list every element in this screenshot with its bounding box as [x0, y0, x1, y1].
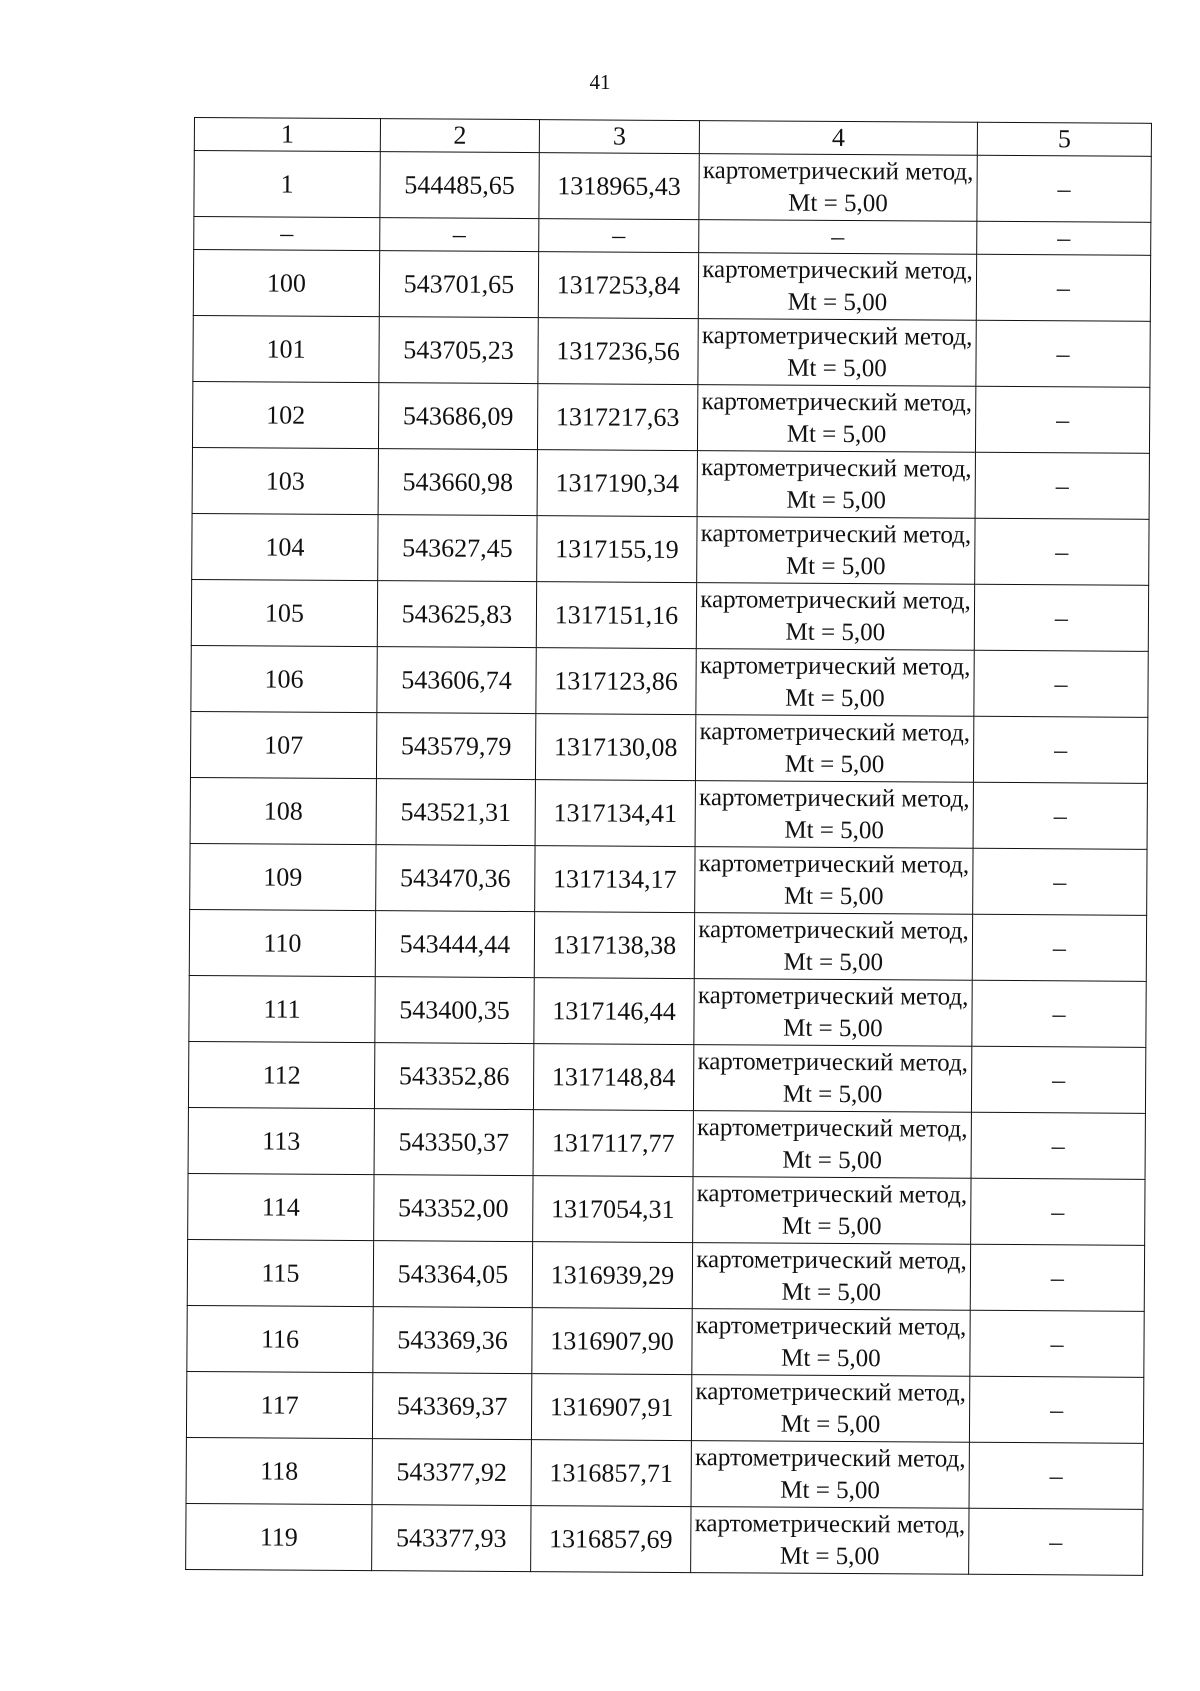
description-cell: – — [973, 782, 1147, 849]
point-number-cell: 112 — [188, 1041, 374, 1108]
point-number-cell: 111 — [189, 975, 375, 1042]
x-coordinate-cell: 543364,05 — [373, 1241, 532, 1308]
method-cell: картометрический метод, Mt = 5,00 — [693, 1045, 971, 1113]
header-cell: 2 — [380, 119, 539, 153]
y-coordinate-cell: 1317138,38 — [534, 912, 694, 979]
point-number-cell: 103 — [192, 447, 378, 514]
y-coordinate-cell: 1317253,84 — [538, 252, 698, 319]
dash-cell: – — [380, 218, 539, 252]
method-cell: картометрический метод, Mt = 5,00 — [695, 847, 973, 915]
x-coordinate-cell: 543579,79 — [376, 713, 535, 780]
x-coordinate-cell: 543627,45 — [378, 515, 537, 582]
x-coordinate-cell: 543369,36 — [373, 1307, 532, 1374]
method-cell: картометрический метод, Mt = 5,00 — [695, 781, 973, 849]
method-cell: картометрический метод, Mt = 5,00 — [696, 583, 974, 651]
description-cell: – — [973, 848, 1147, 915]
y-coordinate-cell: 1317130,08 — [535, 714, 695, 781]
table-row — [186, 1371, 1143, 1443]
x-coordinate-cell: 543352,86 — [374, 1043, 533, 1110]
header-cell: 1 — [194, 118, 380, 152]
y-coordinate-cell: 1317217,63 — [537, 384, 697, 451]
method-cell: картометрический метод, Mt = 5,00 — [691, 1441, 969, 1509]
point-number-cell: 119 — [186, 1503, 372, 1570]
table-row — [191, 579, 1148, 651]
method-cell: картометрический метод, Mt = 5,00 — [691, 1507, 969, 1575]
y-coordinate-cell: 1316907,90 — [532, 1308, 692, 1375]
table-row — [194, 151, 1151, 223]
table-row — [192, 381, 1149, 453]
method-cell: картометрический метод, Mt = 5,00 — [691, 1375, 969, 1443]
x-coordinate-cell: 543705,23 — [379, 317, 538, 384]
dash-cell: – — [539, 219, 699, 253]
table-row — [190, 777, 1147, 849]
x-coordinate-cell: 543350,37 — [374, 1109, 533, 1176]
point-number-cell: 109 — [190, 843, 376, 910]
x-coordinate-cell: 543369,37 — [372, 1373, 531, 1440]
x-coordinate-cell: 543470,36 — [376, 845, 535, 912]
point-number-cell: 101 — [193, 315, 379, 382]
point-number-cell: 108 — [190, 777, 376, 844]
description-cell: – — [975, 518, 1149, 585]
table-row — [191, 645, 1148, 717]
y-coordinate-cell: 1316857,69 — [531, 1506, 691, 1573]
method-cell: картометрический метод, Mt = 5,00 — [693, 1177, 971, 1245]
method-cell: картометрический метод, Mt = 5,00 — [697, 517, 975, 585]
x-coordinate-cell: 543377,93 — [372, 1505, 531, 1572]
y-coordinate-cell: 1317146,44 — [534, 978, 694, 1045]
description-cell: – — [971, 1112, 1145, 1179]
point-number-cell: 102 — [192, 381, 378, 448]
x-coordinate-cell: 543660,98 — [378, 449, 537, 516]
description-cell: – — [976, 254, 1150, 321]
y-coordinate-cell: 1317155,19 — [537, 516, 697, 583]
x-coordinate-cell: 543606,74 — [377, 647, 536, 714]
point-number-cell: 113 — [188, 1107, 374, 1174]
table-body — [186, 118, 1152, 1576]
x-coordinate-cell: 543625,83 — [377, 581, 536, 648]
point-number-cell: 104 — [192, 513, 378, 580]
x-coordinate-cell: 544485,65 — [380, 152, 539, 219]
method-cell: картометрический метод, Mt = 5,00 — [699, 154, 977, 222]
y-coordinate-cell: 1317148,84 — [533, 1044, 693, 1111]
table-row — [190, 843, 1147, 915]
y-coordinate-cell: 1316857,71 — [531, 1440, 691, 1507]
method-cell: картометрический метод, Mt = 5,00 — [694, 913, 972, 981]
y-coordinate-cell: 1317190,34 — [537, 450, 697, 517]
description-cell: – — [976, 320, 1150, 387]
y-coordinate-cell: 1317054,31 — [533, 1176, 693, 1243]
y-coordinate-cell: 1317123,86 — [536, 648, 696, 715]
y-coordinate-cell: 1316939,29 — [532, 1242, 692, 1309]
table-row — [189, 909, 1146, 981]
coordinates-table — [185, 117, 1152, 1576]
table-row — [192, 447, 1149, 519]
description-cell: – — [972, 914, 1146, 981]
method-cell: картометрический метод, Mt = 5,00 — [694, 979, 972, 1047]
header-cell: 3 — [539, 120, 699, 154]
dash-cell: – — [194, 217, 380, 251]
description-cell: – — [969, 1442, 1143, 1509]
y-coordinate-cell: 1317134,41 — [535, 780, 695, 847]
description-cell: – — [969, 1376, 1143, 1443]
table-row — [188, 1041, 1145, 1113]
y-coordinate-cell: 1317117,77 — [533, 1110, 693, 1177]
y-coordinate-cell: 1317151,16 — [536, 582, 696, 649]
description-cell: – — [971, 1178, 1145, 1245]
description-cell: – — [975, 386, 1149, 453]
point-number-cell: 116 — [187, 1305, 373, 1372]
y-coordinate-cell: 1318965,43 — [539, 153, 699, 220]
point-number-cell: 100 — [193, 250, 379, 317]
header-cell: 4 — [699, 121, 977, 156]
x-coordinate-cell: 543377,92 — [372, 1439, 531, 1506]
description-cell: – — [974, 650, 1148, 717]
point-number-cell: 1 — [194, 151, 380, 218]
point-number-cell: 110 — [189, 909, 375, 976]
method-cell: картометрический метод, Mt = 5,00 — [697, 451, 975, 519]
point-number-cell: 106 — [191, 645, 377, 712]
table-row — [192, 513, 1149, 585]
description-cell: – — [970, 1244, 1144, 1311]
method-cell: картометрический метод, Mt = 5,00 — [698, 253, 976, 321]
method-cell: картометрический метод, Mt = 5,00 — [696, 649, 974, 717]
method-cell: картометрический метод, Mt = 5,00 — [692, 1243, 970, 1311]
table-row — [188, 1107, 1145, 1179]
table-row — [189, 975, 1146, 1047]
description-cell: – — [971, 1046, 1145, 1113]
point-number-cell: 105 — [191, 579, 377, 646]
x-coordinate-cell: 543352,00 — [374, 1175, 533, 1242]
table-row — [193, 250, 1150, 322]
x-coordinate-cell: 543521,31 — [376, 779, 535, 846]
description-cell: – — [969, 1508, 1143, 1575]
table-row — [187, 1239, 1144, 1311]
point-number-cell: 117 — [186, 1371, 372, 1438]
dash-cell: – — [699, 220, 977, 255]
method-cell: картометрический метод, Mt = 5,00 — [693, 1111, 971, 1179]
page-number: 41 — [589, 70, 611, 94]
table-row — [193, 315, 1150, 387]
header-cell: 5 — [977, 122, 1151, 156]
y-coordinate-cell: 1316907,91 — [531, 1374, 691, 1441]
x-coordinate-cell: 543400,35 — [375, 977, 534, 1044]
table-row — [188, 1173, 1145, 1245]
x-coordinate-cell: 543701,65 — [379, 251, 538, 318]
method-cell: картометрический метод, Mt = 5,00 — [695, 715, 973, 783]
description-cell: – — [975, 452, 1149, 519]
y-coordinate-cell: 1317236,56 — [538, 318, 698, 385]
method-cell: картометрический метод, Mt = 5,00 — [698, 319, 976, 387]
description-cell: – — [972, 980, 1146, 1047]
description-cell: – — [977, 155, 1151, 222]
table-row — [186, 1437, 1143, 1509]
y-coordinate-cell: 1317134,17 — [535, 846, 695, 913]
point-number-cell: 114 — [188, 1173, 374, 1240]
x-coordinate-cell: 543686,09 — [378, 383, 537, 450]
description-cell: – — [973, 716, 1147, 783]
method-cell: картометрический метод, Mt = 5,00 — [692, 1309, 970, 1377]
description-cell: – — [974, 584, 1148, 651]
table-row — [187, 1305, 1144, 1377]
point-number-cell: 118 — [186, 1437, 372, 1504]
table-row — [186, 1503, 1143, 1575]
dash-cell: – — [977, 221, 1151, 255]
point-number-cell: 107 — [190, 711, 376, 778]
description-cell: – — [970, 1310, 1144, 1377]
table-row — [190, 711, 1147, 783]
method-cell: картометрический метод, Mt = 5,00 — [697, 385, 975, 453]
x-coordinate-cell: 543444,44 — [375, 911, 534, 978]
point-number-cell: 115 — [187, 1239, 373, 1306]
